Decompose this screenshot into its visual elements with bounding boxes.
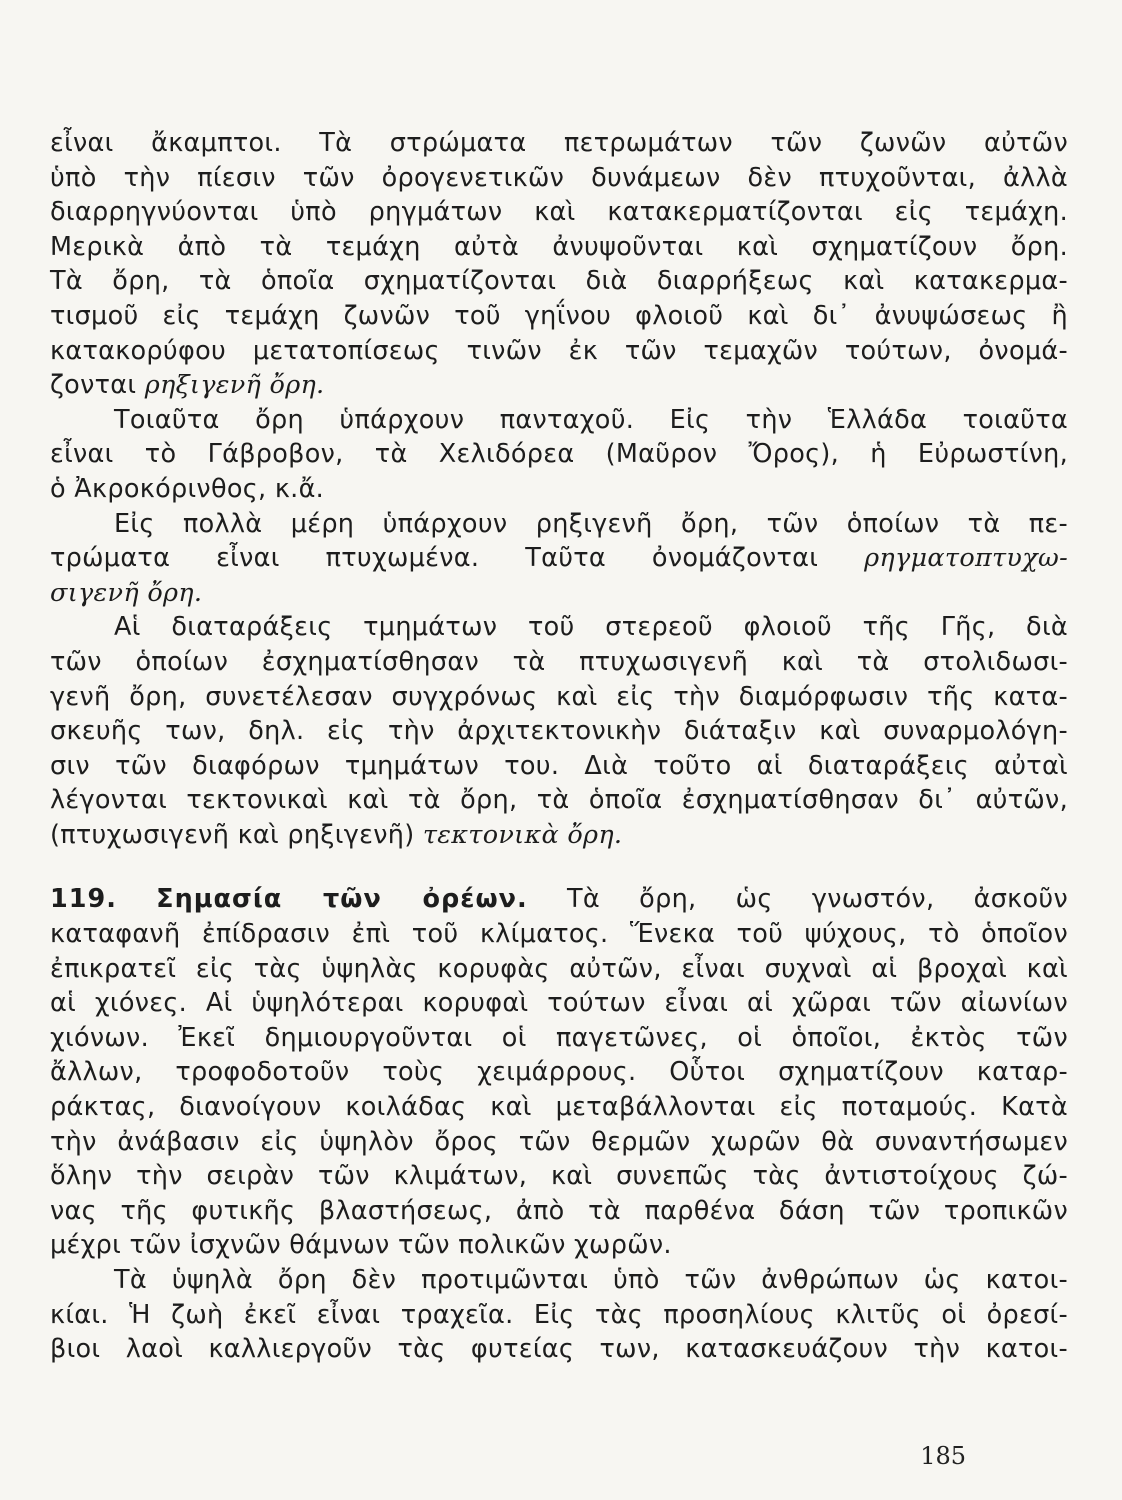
text-line: ὁ Ἀκροκόρινθος, κ.ἄ.	[50, 473, 325, 504]
italic-term: τεκτονικὰ ὄρη.	[422, 819, 623, 850]
text-line: Τοιαῦτα ὄρη ὑπάρχουν πανταχοῦ. Εἰς τὴν Ἑλλάδα τοιαῦτα	[114, 404, 1068, 435]
text-line: ἄλλων, τροφοδοτοῦν τοὺς χειμάρρους. Οὗτοι σχηματίζουν καταρ-	[50, 1057, 1068, 1088]
text-run: (πτυχωσιγενῆ καὶ ρηξιγενῆ)	[50, 819, 415, 850]
text-line: Τὰ ὑψηλὰ ὄρη δὲν προτιμῶνται ὑπὸ τῶν ἀνθρώπων ὡς κατοι-	[114, 1265, 1068, 1295]
text-line: τισμοῦ εἰς τεμάχη ζωνῶν τοῦ γηΐνου φλοιοῦ καὶ δι᾿ ἀνυψώσεως ἢ	[50, 300, 1068, 331]
text-line	[50, 576, 1068, 611]
text-line: ἐπικρατεῖ εἰς τὰς ὑψηλὰς κορυφὰς αὐτῶν, εἶναι συχναὶ αἱ βροχαὶ καὶ	[50, 953, 1068, 984]
section-number: 119.	[50, 884, 117, 915]
section-title: Σημασία τῶν ὀρέων.	[156, 884, 528, 915]
text-line: τὴν ἀνάβασιν εἰς ὑψηλὸν ὄρος τῶν θερμῶν χωρῶν θὰ συναντήσωμεν	[50, 1126, 1068, 1157]
text-line: νας τῆς φυτικῆς βλαστήσεως, ἀπὸ τὰ παρθένα δάση τῶν τροπικῶν	[50, 1195, 1068, 1226]
text-line: λέγονται τεκτονικαὶ καὶ τὰ ὄρη, τὰ ὁποῖα ἐσχηματίσθησαν δι᾿ αὐτῶν,	[50, 785, 1068, 816]
italic-term: ρηγματοπτυχω-	[864, 543, 1068, 574]
text-line: διαρρηγνύονται ὑπὸ ρηγμάτων καὶ κατακερματίζονται εἰς τεμάχη.	[50, 197, 1068, 228]
text-run: ζονται	[50, 370, 137, 401]
page-number: 185	[920, 1442, 966, 1470]
italic-term: ρηξιγενῆ ὄρη.	[144, 370, 325, 401]
section-119	[50, 882, 1068, 1263]
paragraph-4	[50, 610, 1068, 852]
text-line: Μερικὰ ἀπὸ τὰ τεμάχη αὐτὰ ἀνυψοῦνται καὶ σχηματίζουν ὄρη.	[50, 231, 1068, 262]
text-line: αἱ χιόνες. Αἱ ὑψηλότεραι κορυφαὶ τούτων εἶναι αἱ χῶραι τῶν αἰωνίων	[50, 988, 1068, 1019]
text-line: Εἰς πολλὰ μέρη ὑπάρχουν ρηξιγενῆ ὄρη, τῶν ὁποίων τὰ πε-	[114, 508, 1068, 539]
text-run: Τὰ ὄρη, ὡς γνωστόν, ἀσκοῦν	[566, 884, 1069, 915]
paragraph-final	[50, 1263, 1068, 1367]
text-line	[50, 541, 1068, 576]
text-line: βιοι λαοὶ καλλιεργοῦν τὰς φυτείας των, κατασκευάζουν τὴν κατοι-	[50, 1334, 1068, 1365]
text-line: εἶναι τὸ Γάβροβον, τὰ Χελιδόρεα (Μαῦρον Ὄρος), ἡ Εὐρωστίνη,	[50, 439, 1068, 470]
paragraph-2	[50, 403, 1068, 507]
text-line: εἶναι ἄκαμπτοι. Τὰ στρώματα πετρωμάτων τῶν ζωνῶν αὐτῶν	[50, 128, 1068, 158]
text-line: χιόνων. Ἐκεῖ δημιουργοῦνται οἱ παγετῶνες, οἱ ὁποῖοι, ἐκτὸς τῶν	[50, 1022, 1068, 1053]
section-heading-line	[50, 882, 1068, 917]
paragraph-1	[50, 126, 1068, 403]
text-line: Τὰ ὄρη, τὰ ὁποῖα σχηματίζονται διὰ διαρρήξεως καὶ κατακερμα-	[50, 266, 1068, 297]
text-line	[50, 818, 1068, 853]
paragraph-3	[50, 507, 1068, 611]
text-line: τῶν ὁποίων ἐσχηματίσθησαν τὰ πτυχωσιγενῆ καὶ τὰ στολιδωσι-	[50, 646, 1068, 677]
section-spacer	[50, 852, 1068, 882]
text-line: γενῆ ὄρη, συνετέλεσαν συγχρόνως καὶ εἰς τὴν διαμόρφωσιν τῆς κατα-	[50, 681, 1068, 712]
text-line: ὅλην τὴν σειρὰν τῶν κλιμάτων, καὶ συνεπῶς τὰς ἀντιστοίχους ζώ-	[50, 1161, 1068, 1192]
text-line: μέχρι τῶν ἰσχνῶν θάμνων τῶν πολικῶν χωρῶν.	[50, 1230, 672, 1261]
text-line	[50, 368, 1068, 403]
text-line: ράκτας, διανοίγουν κοιλάδας καὶ μεταβάλλονται εἰς ποταμούς. Κατὰ	[50, 1092, 1068, 1123]
text-line: ὑπὸ τὴν πίεσιν τῶν ὀρογενετικῶν δυνάμεων δὲν πτυχοῦνται, ἀλλὰ	[50, 162, 1068, 193]
text-line: Αἱ διαταράξεις τμημάτων τοῦ στερεοῦ φλοιοῦ τῆς Γῆς, διὰ	[114, 612, 1068, 643]
text-line: κατακορύφου μετατοπίσεως τινῶν ἐκ τῶν τεμαχῶν τούτων, ὀνομά-	[50, 335, 1068, 366]
text-run: τρώματα εἶναι πτυχωμένα. Ταῦτα ὀνομάζονται	[50, 543, 819, 574]
text-line: σκευῆς των, δηλ. εἰς τὴν ἀρχιτεκτονικὴν διάταξιν καὶ συναρμολόγη-	[50, 716, 1068, 747]
italic-term: σιγενῆ ὄρη.	[50, 577, 203, 608]
page-body	[50, 126, 1068, 1367]
text-line: καταφανῆ ἐπίδρασιν ἐπὶ τοῦ κλίματος. Ἕνεκα τοῦ ψύχους, τὸ ὁποῖον	[50, 919, 1068, 950]
text-line: κίαι. Ἡ ζωὴ ἐκεῖ εἶναι τραχεῖα. Εἰς τὰς προσηλίους κλιτῦς οἱ ὀρεσί-	[50, 1299, 1068, 1330]
text-line: σιν τῶν διαφόρων τμημάτων του. Διὰ τοῦτο αἱ διαταράξεις αὐταὶ	[50, 750, 1068, 781]
